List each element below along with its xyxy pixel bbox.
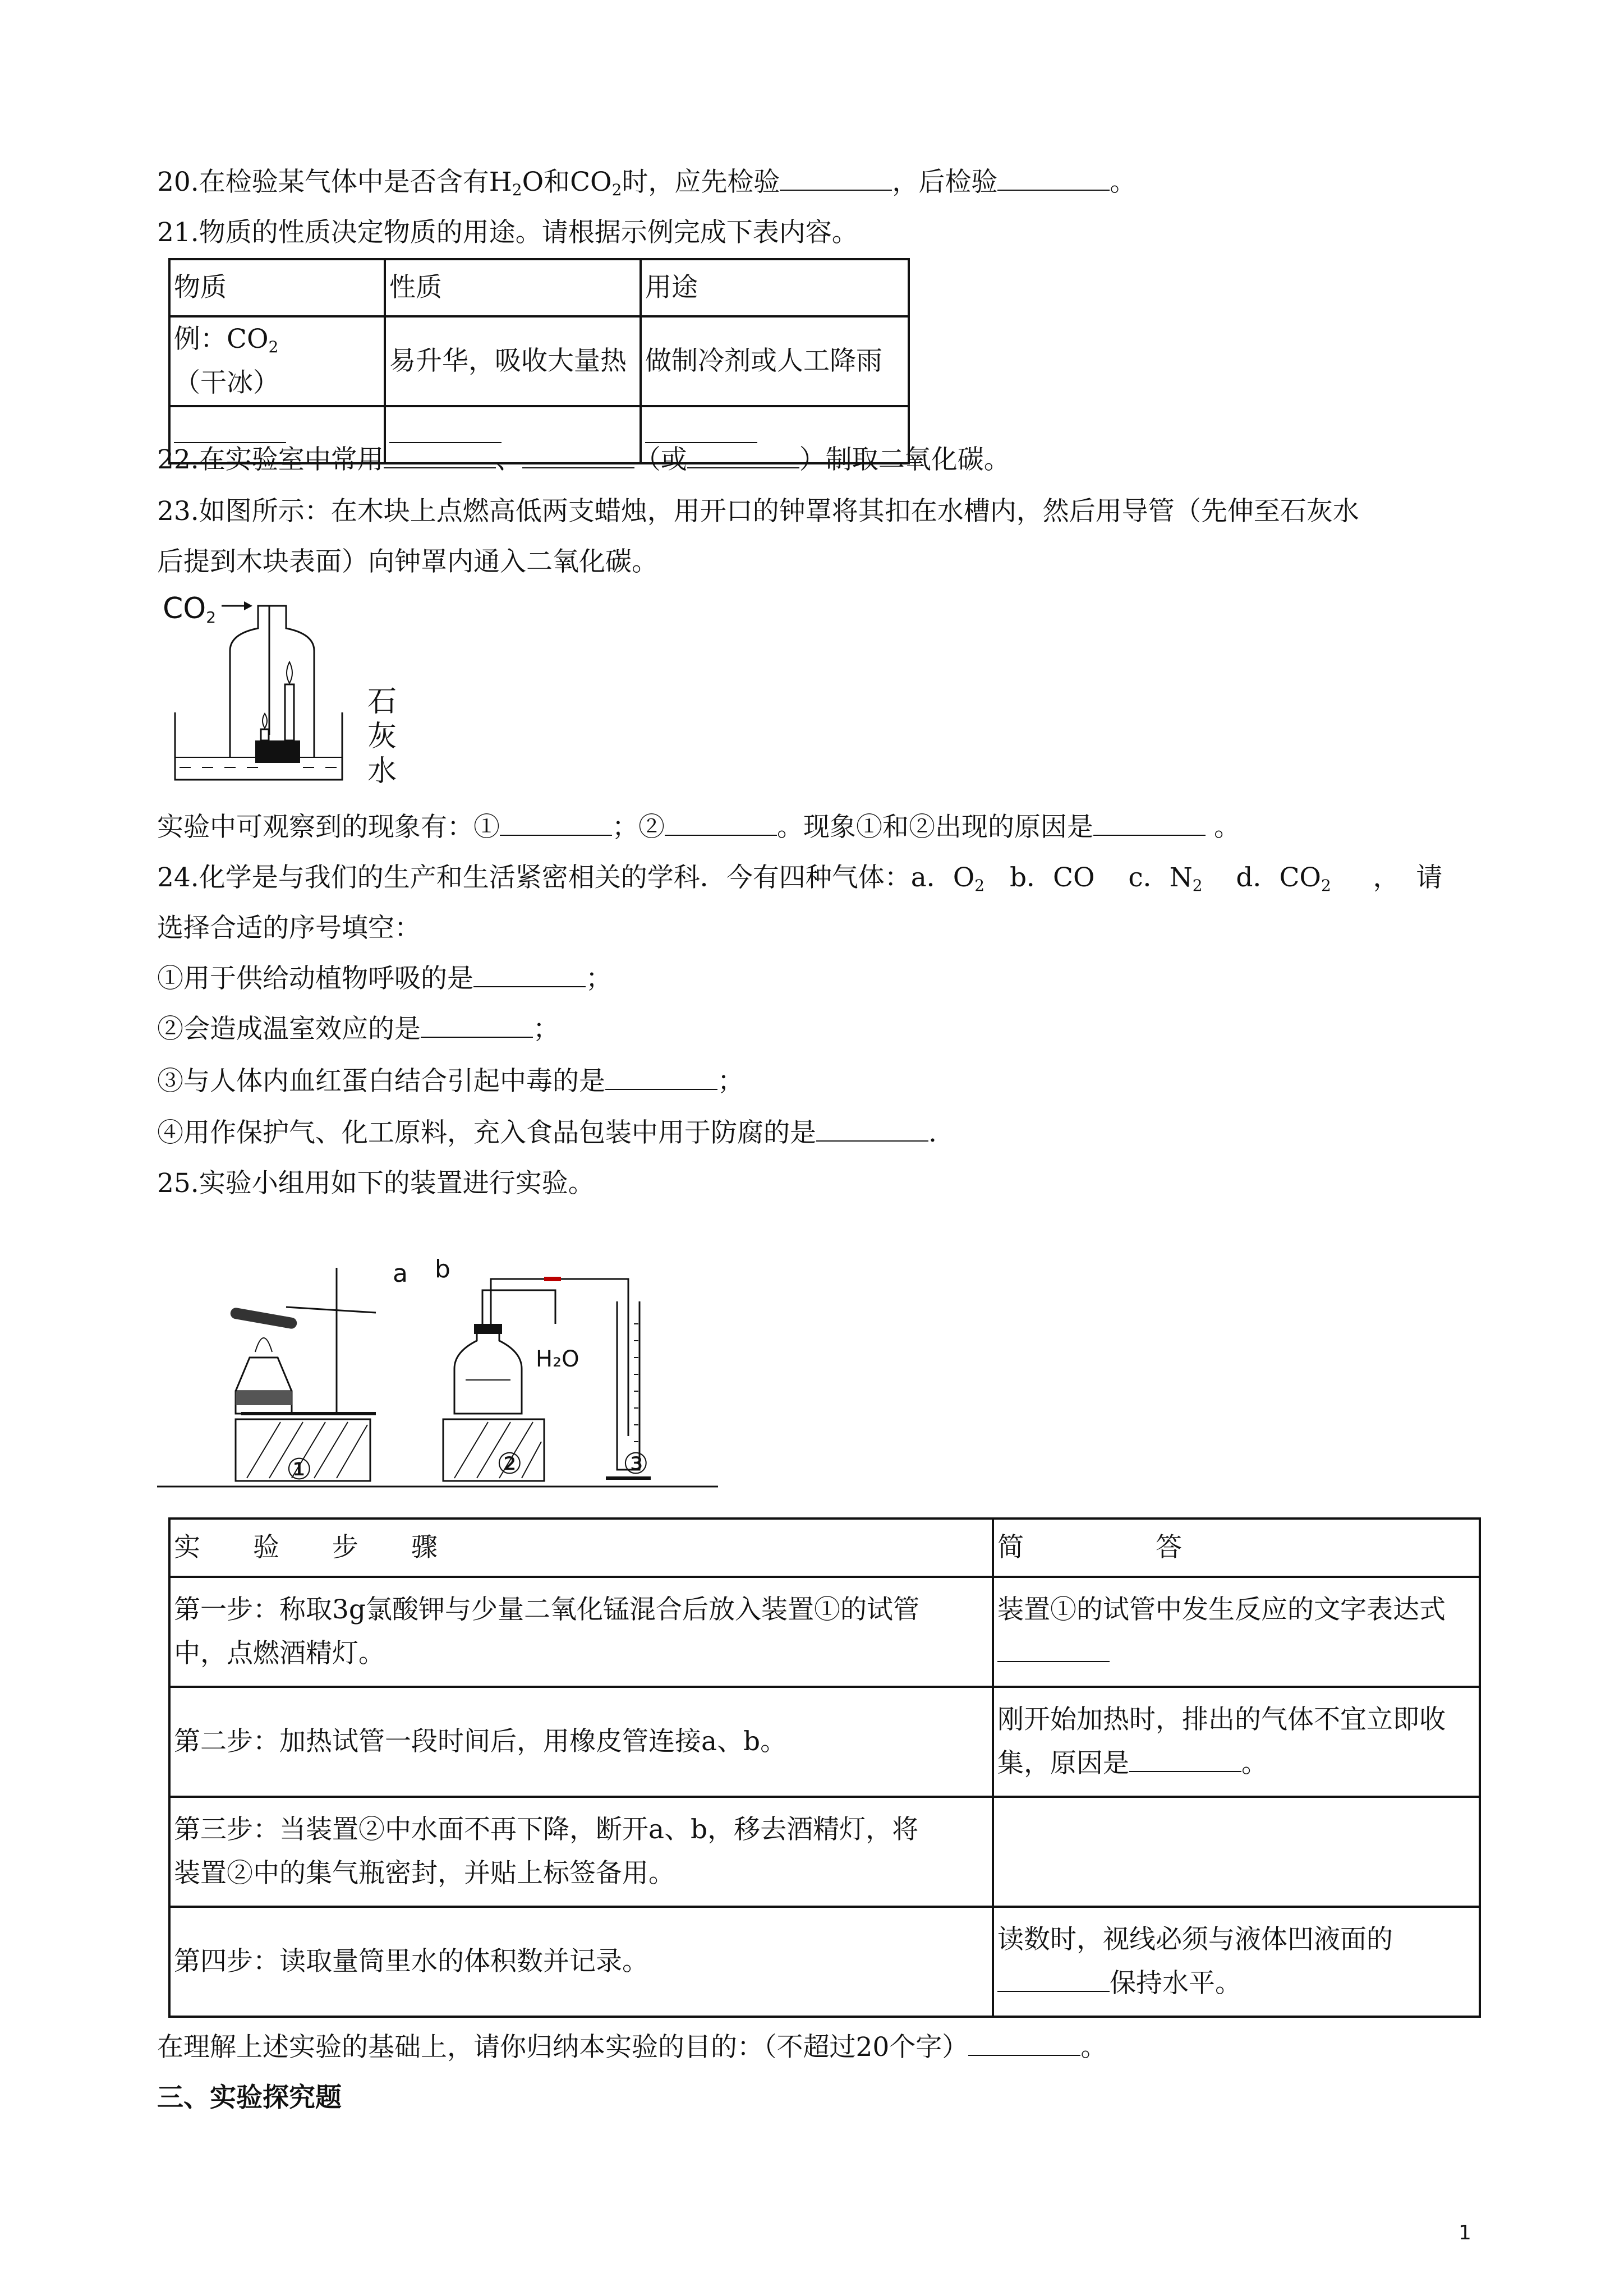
table-cell: 第四步：读取量筒里水的体积数并记录。 (169, 1907, 993, 2017)
answer-blank[interactable] (1129, 1747, 1241, 1772)
table-header: 性质 (385, 259, 641, 316)
label-2: ② (496, 1447, 523, 1481)
label-a: a (393, 1259, 408, 1288)
table-header: 简 答 (993, 1519, 1480, 1577)
table-cell: 例：$CO_2$（干冰） (169, 316, 385, 406)
table-header: 用途 (641, 259, 909, 316)
q20-line: 20.在检验某气体中是否含有$H_2O$和$CO_2$时，应先检验 ，后检验 。 (157, 167, 1137, 199)
table-cell: 第一步：称取3g氯酸钾与少量二氧化锰混合后放入装置①的试管 中，点燃酒精灯。 (169, 1577, 993, 1687)
q23-line2: 后提到木块表面）向钟罩内通入二氧化碳。 (157, 546, 658, 577)
answer-blank[interactable] (1093, 811, 1206, 836)
limewater-label: 石 灰 水 (367, 685, 397, 788)
answer-blank[interactable] (816, 1117, 928, 1142)
q24-line1: 24.化学是与我们的生产和生活紧密相关的学科．今有四种气体：a．$O_2$ b．CO c．$N_2$ d．$CO_2$ ， 请 (157, 862, 1443, 895)
q22-line: 22.在实验室中常用 、 （或 ）制取二氧化碳。 (157, 444, 1010, 475)
q21-text: 21.物质的性质决定物质的用途。请根据示例完成下表内容。 (157, 217, 858, 248)
answer-blank[interactable] (605, 1065, 717, 1090)
answer-blank[interactable] (968, 2031, 1080, 2056)
q24-item1: ①用于供给动植物呼吸的是 ； (157, 963, 612, 994)
answer-blank[interactable] (389, 418, 502, 443)
table-cell[interactable] (993, 1797, 1480, 1907)
answer-blank[interactable] (174, 418, 286, 443)
label-h2o: H₂O (536, 1346, 579, 1372)
table-cell: 第二步：加热试管一段时间后，用橡皮管连接a、b。 (169, 1687, 993, 1797)
answer-blank[interactable] (500, 811, 612, 836)
answer-blank[interactable] (665, 811, 777, 836)
answer-blank[interactable] (997, 1967, 1110, 1992)
table-header: 实 验 步 骤 (169, 1519, 993, 1577)
table-header: 物质 (169, 259, 385, 316)
label-1: ① (286, 1453, 312, 1487)
q24-line2: 选择合适的序号填空： (157, 913, 421, 944)
table-cell: 做制冷剂或人工降雨 (641, 316, 909, 406)
answer-blank[interactable] (645, 418, 757, 443)
answer-blank[interactable] (421, 1013, 533, 1038)
q24-item3: ③与人体内血红蛋白结合引起中毒的是 ； (157, 1066, 744, 1097)
answer-blank[interactable] (687, 444, 799, 468)
co2-label: $CO_2$ (163, 592, 217, 627)
q24-item4: ④用作保护气、化工原料，充入食品包装中用于防腐的是 . (157, 1117, 937, 1148)
answer-blank[interactable] (780, 166, 892, 191)
table-cell: 装置①的试管中发生反应的文字表达式 (993, 1577, 1480, 1687)
table-cell: 易升华，吸收大量热 (385, 316, 641, 406)
label-b: b (435, 1255, 450, 1283)
table-cell: 第三步：当装置②中水面不再下降，断开a、b，移去酒精灯，将 装置②中的集气瓶密封，并贴上标签备用。 (169, 1797, 993, 1907)
answer-blank[interactable] (473, 963, 586, 987)
page-number: 1 (1459, 2221, 1471, 2244)
q25-summary: 在理解上述实验的基础上，请你归纳本实验的目的：（不超过20个字） 。 (157, 2032, 1107, 2063)
q25-text: 25.实验小组用如下的装置进行实验。 (157, 1168, 595, 1199)
q21-table (168, 258, 910, 464)
q23-observation: 实验中可观察到的现象有：① ；② 。现象①和②出现的原因是 。 (157, 812, 1240, 843)
q23-line1: 23.如图所示：在木块上点燃高低两支蜡烛，用开口的钟罩将其扣在水槽内，然后用导管（先伸至石灰水 (157, 496, 1359, 527)
answer-blank[interactable] (384, 444, 496, 468)
q25-table (168, 1517, 1481, 2018)
table-cell: 刚开始加热时，排出的气体不宜立即收 集，原因是 。 (993, 1687, 1480, 1797)
label-3: ③ (623, 1447, 649, 1481)
q24-item2: ②会造成温室效应的是 ； (157, 1014, 559, 1045)
answer-blank[interactable] (997, 1637, 1110, 1662)
section-heading: 三、实验探究题 (157, 2082, 342, 2113)
table-cell: 读数时，视线必须与液体凹液面的 保持水平。 (993, 1907, 1480, 2017)
answer-blank[interactable] (522, 444, 634, 468)
answer-blank[interactable] (997, 166, 1110, 191)
